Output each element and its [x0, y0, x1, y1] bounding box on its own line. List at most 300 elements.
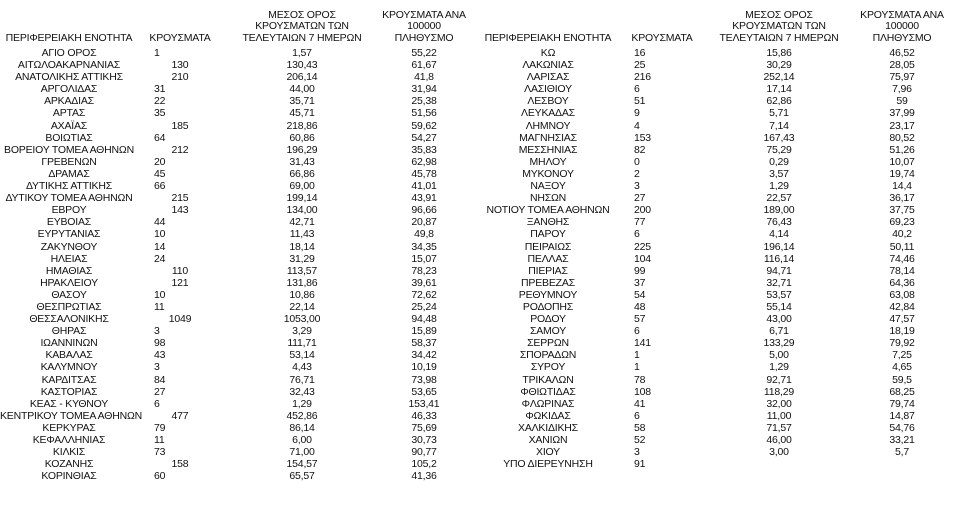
avg7-cell: 15,86 [766, 47, 792, 59]
region-cell: ΛΑΣΙΘΙΟΥ [524, 83, 572, 96]
region-cell: ΚΟΖΑΝΗΣ [44, 458, 94, 471]
avg7-cell: 4,14 [769, 228, 789, 241]
avg7-cell: 6,00 [292, 434, 312, 446]
avg7-cell: 5,00 [769, 349, 789, 362]
cases-cell: 22 [154, 95, 166, 108]
per100k-cell: 46,52 [889, 47, 915, 59]
per100k-cell: 153,41 [408, 397, 440, 410]
region-cell: ΞΑΝΘΗΣ [526, 216, 570, 229]
table-row [0, 398, 482, 410]
region-cell: ΘΑΣΟΥ [51, 288, 87, 301]
per100k-cell: 80,52 [889, 131, 915, 144]
avg7-cell: 22,57 [766, 192, 792, 205]
avg7-cell: 11,43 [289, 228, 315, 241]
region-cell: ΘΕΣΣΑΛΟΝΙΚΗΣ [29, 313, 109, 326]
cases-cell: 73 [154, 446, 166, 459]
region-cell: ΝΑΞΟΥ [530, 180, 566, 193]
cases-cell: 6 [154, 397, 160, 410]
avg7-cell: 18,14 [289, 240, 315, 253]
table-row [0, 265, 482, 277]
table-row [0, 59, 482, 71]
table-row [0, 156, 482, 168]
region-cell: ΔΡΑΜΑΣ [48, 167, 90, 180]
cases-cell: 51 [634, 95, 646, 108]
table-row [0, 422, 482, 434]
region-cell: ΚΩ [540, 47, 556, 59]
table-row [482, 120, 960, 132]
header-per100k-line1: ΚΡΟΥΣΜΑΤΑ ΑΝΑ 100000 [860, 8, 944, 32]
region-cell: ΣΥΡΟΥ [530, 361, 566, 374]
region-cell: ΚΑΛΥΜΝΟΥ [40, 361, 98, 374]
table-row [482, 361, 960, 373]
per100k-cell: 90,77 [411, 446, 437, 459]
table-row [482, 204, 960, 216]
cases-cell: 27 [634, 192, 646, 205]
table-row [482, 216, 960, 228]
per100k-cell: 43,91 [411, 192, 437, 205]
per100k-cell: 55,22 [411, 47, 437, 59]
region-cell: ΚΑΡΔΙΤΣΑΣ [41, 373, 97, 386]
header-per100k [366, 10, 482, 45]
cases-cell: 3 [634, 446, 640, 459]
avg7-cell: 1,29 [292, 397, 312, 410]
avg7-cell: 134,00 [286, 204, 318, 217]
region-cell: ΘΕΣΠΡΩΤΙΑΣ [36, 300, 102, 313]
table-row [482, 107, 960, 119]
table-row [0, 470, 482, 482]
region-cell: ΠΡΕΒΕΖΑΣ [521, 276, 575, 289]
table-row [482, 374, 960, 386]
cases-cell: 4 [634, 119, 640, 132]
cases-cell: 130 [171, 59, 189, 72]
cases-cell: 153 [634, 131, 651, 144]
per100k-cell: 78,23 [411, 264, 437, 277]
region-cell: ΗΛΕΙΑΣ [50, 252, 88, 265]
per100k-cell: 49,8 [414, 228, 434, 241]
cases-cell: 216 [634, 71, 651, 84]
region-cell: ΗΜΑΘΙΑΣ [45, 264, 93, 277]
header-region: ΠΕΡΙΦΕΡΕΙΑΚΗ ΕΝΟΤΗΤΑ [5, 31, 133, 44]
table-row [0, 83, 482, 95]
per100k-cell: 4,65 [892, 361, 912, 374]
cases-cell: 43 [154, 349, 166, 362]
per100k-cell: 79,74 [889, 397, 915, 410]
region-cell: ΚΟΡΙΝΘΙΑΣ [41, 470, 97, 483]
region-cell: ΚΕΝΤΡΙΚΟΥ ΤΟΜΕΑ ΑΘΗΝΩΝ [0, 409, 143, 422]
avg7-cell: 206,14 [286, 71, 318, 84]
region-cell: ΥΠΟ ΔΙΕΡΕΥΝΗΣΗ [503, 458, 593, 471]
table-row [0, 144, 482, 156]
table-row [0, 277, 482, 289]
avg7-cell: 30,29 [766, 59, 792, 72]
cases-cell: 185 [171, 119, 189, 132]
per100k-cell: 64,36 [889, 276, 915, 289]
cases-cell: 1 [634, 349, 640, 362]
per100k-cell: 54,27 [411, 131, 437, 144]
avg7-cell: 111,71 [287, 337, 317, 350]
header-avg7-line3: ΤΕΛΕΥΤΑΙΩΝ 7 ΗΜΕΡΩΝ [719, 31, 839, 44]
region-cell: ΚΕΑΣ - ΚΥΘΝΟΥ [29, 397, 109, 410]
right-table [482, 0, 960, 517]
per100k-cell: 23,17 [889, 119, 915, 132]
cases-cell: 0 [634, 155, 640, 168]
table-row [482, 168, 960, 180]
region-cell: ΣΑΜΟΥ [529, 325, 567, 338]
avg7-cell: 44,00 [289, 83, 315, 96]
table-row [482, 144, 960, 156]
region-cell: ΒΟΙΩΤΙΑΣ [45, 131, 93, 144]
table-row [0, 168, 482, 180]
table-row [482, 313, 960, 325]
cases-cell: 104 [634, 252, 651, 265]
per100k-cell: 58,37 [411, 337, 437, 350]
table-row [0, 349, 482, 361]
table-row [0, 95, 482, 107]
region-cell: ΧΑΛΚΙΔΙΚΗΣ [518, 421, 578, 434]
region-cell: ΜΥΚΟΝΟΥ [522, 167, 574, 180]
per100k-cell: 75,97 [889, 71, 915, 84]
per100k-cell: 75,69 [411, 421, 437, 434]
region-cell: ΜΗΛΟΥ [529, 155, 567, 168]
per100k-cell: 94,48 [411, 313, 437, 326]
avg7-cell: 10,86 [289, 288, 315, 301]
region-cell: ΛΑΡΙΣΑΣ [526, 71, 570, 84]
per100k-cell: 41,01 [411, 180, 437, 193]
table-row [0, 47, 482, 59]
region-cell: ΛΗΜΝΟΥ [525, 119, 571, 132]
table-row [0, 241, 482, 253]
region-cell: ΠΑΡΟΥ [530, 228, 566, 241]
avg7-cell: 69,00 [289, 180, 315, 193]
table-row [0, 228, 482, 240]
region-cell: ΚΑΣΤΟΡΙΑΣ [40, 385, 98, 398]
cases-cell: 82 [634, 143, 646, 156]
per100k-cell: 59,5 [892, 373, 912, 386]
per100k-cell: 61,67 [411, 59, 437, 72]
region-cell: ΧΑΝΙΩΝ [528, 434, 568, 446]
table-row [482, 301, 960, 313]
table-row [0, 180, 482, 192]
region-cell: ΑΡΓΟΛΙΔΑΣ [40, 83, 98, 96]
region-cell: ΛΑΚΩΝΙΑΣ [522, 59, 574, 72]
cases-cell: 11 [154, 434, 165, 446]
per100k-cell: 41,8 [414, 71, 434, 84]
per100k-cell: 25,24 [411, 300, 437, 313]
region-cell: ΣΕΡΡΩΝ [527, 337, 569, 350]
table-row [0, 446, 482, 458]
per100k-cell: 72,62 [411, 288, 437, 301]
header-per100k-line1: ΚΡΟΥΣΜΑΤΑ ΑΝΑ 100000 [382, 8, 466, 32]
per100k-cell: 15,89 [411, 325, 437, 338]
table-row [482, 59, 960, 71]
cases-cell: 14 [154, 240, 166, 253]
avg7-cell: 42,71 [289, 216, 315, 229]
per100k-cell: 59,62 [411, 119, 437, 132]
cases-cell: 210 [171, 71, 189, 84]
avg7-cell: 199,14 [286, 192, 318, 205]
cases-cell: 6 [634, 325, 640, 338]
per100k-cell: 54,76 [889, 421, 915, 434]
cases-cell: 52 [634, 434, 646, 446]
cases-cell: 9 [634, 107, 640, 120]
avg7-cell: 32,71 [766, 276, 792, 289]
table-row [0, 361, 482, 373]
cases-cell: 78 [634, 373, 646, 386]
avg7-cell: 6,71 [769, 325, 789, 338]
cases-cell: 58 [634, 421, 646, 434]
right-header-row [482, 0, 960, 47]
region-cell: ΡΟΔΟΥ [530, 313, 566, 326]
per100k-cell: 7,25 [892, 349, 912, 362]
region-cell: ΡΕΘΥΜΝΟΥ [518, 288, 578, 301]
region-cell: ΛΕΥΚΑΔΑΣ [521, 107, 575, 120]
per100k-cell: 51,26 [889, 143, 915, 156]
cases-cell: 48 [634, 300, 646, 313]
cases-cell: 25 [634, 59, 646, 72]
region-cell: ΝΗΣΩΝ [529, 192, 567, 205]
avg7-cell: 32,00 [766, 397, 792, 410]
table-row [0, 374, 482, 386]
table-row [482, 83, 960, 95]
cases-cell: 10 [154, 228, 166, 241]
per100k-cell: 59 [896, 95, 908, 108]
region-cell: ΓΡΕΒΕΝΩΝ [41, 155, 97, 168]
header-avg7 [238, 10, 366, 45]
avg7-cell: 252,14 [763, 71, 795, 84]
avg7-cell: 131,86 [286, 276, 318, 289]
per100k-cell: 73,98 [411, 373, 437, 386]
table-row [482, 265, 960, 277]
table-row [0, 325, 482, 337]
cases-cell: 215 [171, 192, 189, 205]
per100k-cell: 19,74 [889, 167, 915, 180]
avg7-cell: 113,57 [286, 264, 318, 277]
cases-cell: 6 [634, 409, 640, 422]
cases-cell: 6 [634, 83, 640, 96]
table-row [0, 313, 482, 325]
region-cell: ΝΟΤΙΟΥ ΤΟΜΕΑ ΑΘΗΝΩΝ [486, 204, 610, 217]
table-row [482, 228, 960, 240]
region-cell: ΑΡΤΑΣ [52, 107, 86, 120]
per100k-cell: 37,99 [889, 107, 915, 120]
per100k-cell: 18,19 [889, 325, 915, 338]
cases-cell: 121 [171, 276, 189, 289]
avg7-cell: 1,29 [769, 361, 789, 374]
table-row [482, 47, 960, 59]
per100k-cell: 36,17 [889, 192, 915, 205]
table-row [482, 180, 960, 192]
header-avg7-line2: ΚΡΟΥΣΜΑΤΩΝ ΤΩΝ [732, 20, 826, 32]
per100k-cell: 47,57 [889, 313, 915, 326]
avg7-cell: 133,29 [763, 337, 795, 350]
header-per100k [844, 10, 960, 45]
cases-cell: 143 [171, 204, 189, 217]
left-header-row [0, 0, 482, 47]
table-row [482, 253, 960, 265]
cases-cell: 27 [154, 385, 166, 398]
per100k-cell: 34,35 [411, 240, 437, 253]
cases-cell: 158 [171, 458, 189, 471]
avg7-cell: 189,00 [763, 204, 795, 217]
table-row [0, 216, 482, 228]
region-cell: ΑΙΤΩΛΟΑΚΑΡΝΑΝΙΑΣ [17, 59, 121, 72]
region-cell: ΔΥΤΙΚΗΣ ΑΤΤΙΚΗΣ [25, 180, 113, 193]
cases-cell: 225 [634, 240, 651, 253]
per100k-cell: 35,83 [411, 143, 437, 156]
avg7-cell: 92,71 [766, 373, 792, 386]
avg7-cell: 45,71 [289, 107, 315, 120]
per100k-cell: 50,11 [889, 240, 915, 253]
region-cell: ΜΕΣΣΗΝΙΑΣ [518, 143, 578, 156]
cases-cell: 1 [154, 47, 160, 59]
region-cell: ΘΗΡΑΣ [51, 325, 87, 338]
avg7-cell: 22,14 [289, 300, 315, 313]
table-row [482, 398, 960, 410]
table-row [0, 253, 482, 265]
cases-cell: 110 [171, 264, 189, 277]
cases-cell: 3 [154, 361, 160, 374]
cases-cell: 84 [154, 373, 166, 386]
table-row [0, 71, 482, 83]
avg7-cell: 32,43 [289, 385, 315, 398]
table-row [482, 458, 960, 470]
table-row [0, 204, 482, 216]
region-cell: ΚΕΡΚΥΡΑΣ [42, 421, 96, 434]
table-row [482, 422, 960, 434]
region-cell: ΗΡΑΚΛΕΙΟΥ [40, 276, 98, 289]
region-cell: ΦΛΩΡΙΝΑΣ [521, 397, 575, 410]
avg7-cell: 7,14 [769, 119, 789, 132]
cases-cell: 54 [634, 288, 646, 301]
header-avg7-line2: ΚΡΟΥΣΜΑΤΩΝ ΤΩΝ [255, 20, 349, 32]
avg7-cell: 196,14 [763, 240, 795, 253]
per100k-cell: 45,78 [411, 167, 437, 180]
table-row [0, 301, 482, 313]
region-cell: ΑΓΙΟ ΟΡΟΣ [41, 47, 97, 59]
region-cell: ΣΠΟΡΑΔΩΝ [519, 349, 577, 362]
avg7-cell: 60,86 [289, 131, 315, 144]
cases-cell: 1 [634, 361, 640, 374]
cases-cell: 41 [634, 397, 646, 410]
per100k-cell: 5,7 [895, 446, 909, 459]
avg7-cell: 35,71 [289, 95, 315, 108]
cases-cell: 66 [154, 180, 166, 193]
table-row [482, 156, 960, 168]
cases-cell: 2 [634, 167, 640, 180]
region-cell: ΦΩΚΙΔΑΣ [525, 409, 571, 422]
avg7-cell: 62,86 [766, 95, 792, 108]
header-avg7-line3: ΤΕΛΕΥΤΑΙΩΝ 7 ΗΜΕΡΩΝ [242, 31, 362, 44]
table-row [482, 349, 960, 361]
per100k-cell: 40,2 [892, 228, 912, 241]
per100k-cell: 14,4 [892, 180, 912, 193]
cases-cell: 108 [634, 385, 651, 398]
cases-cell: 79 [154, 421, 166, 434]
region-cell: ΒΟΡΕΙΟΥ ΤΟΜΕΑ ΑΘΗΝΩΝ [4, 143, 134, 156]
region-cell: ΠΕΙΡΑΙΩΣ [524, 240, 572, 253]
table-row [482, 132, 960, 144]
cases-cell: 64 [154, 131, 166, 144]
cases-cell: 60 [154, 470, 166, 483]
per100k-cell: 25,38 [411, 95, 437, 108]
table-row [482, 386, 960, 398]
table-row [0, 289, 482, 301]
per100k-cell: 46,33 [411, 409, 437, 422]
cases-cell: 20 [154, 155, 166, 168]
cases-cell: 200 [634, 204, 651, 217]
avg7-cell: 11,00 [766, 409, 792, 422]
avg7-cell: 53,14 [289, 349, 315, 362]
per100k-cell: 41,36 [411, 470, 437, 483]
right-rows [482, 47, 960, 470]
per100k-cell: 15,07 [411, 252, 437, 265]
avg7-cell: 66,86 [289, 167, 315, 180]
region-cell: ΑΝΑΤΟΛΙΚΗΣ ΑΤΤΙΚΗΣ [15, 71, 123, 84]
per100k-cell: 53,65 [411, 385, 437, 398]
header-per100k-line2: ΠΛΗΘΥΣΜΟ [872, 31, 932, 44]
per100k-cell: 39,61 [411, 276, 437, 289]
table-row [482, 192, 960, 204]
per100k-cell: 96,66 [411, 204, 437, 217]
per100k-cell: 31,94 [411, 83, 437, 96]
per100k-cell: 42,84 [889, 300, 915, 313]
avg7-cell: 1,57 [292, 47, 312, 59]
per100k-cell: 14,87 [889, 409, 915, 422]
cases-cell: 10 [154, 288, 166, 301]
cases-cell: 141 [634, 337, 651, 350]
cases-cell: 31 [154, 83, 166, 96]
table-row [0, 410, 482, 422]
region-cell: ΡΟΔΟΠΗΣ [522, 300, 574, 313]
cases-cell: 1049 [168, 313, 192, 326]
avg7-cell: 71,57 [766, 421, 792, 434]
per100k-cell: 79,92 [889, 337, 915, 350]
table-row [482, 241, 960, 253]
table-row [482, 446, 960, 458]
region-cell: ΠΕΛΛΑΣ [527, 252, 569, 265]
cases-cell: 3 [154, 325, 160, 338]
region-cell: ΚΙΛΚΙΣ [52, 446, 86, 459]
table-row [0, 434, 482, 446]
header-avg7-line1: ΜΕΣΟΣ ΟΡΟΣ [745, 8, 813, 21]
cases-cell: 91 [634, 458, 646, 471]
header-avg7-line1: ΜΕΣΟΣ ΟΡΟΣ [268, 8, 336, 21]
header-cases: ΚΡΟΥΣΜΑΤΑ [631, 31, 693, 44]
cases-cell: 98 [154, 337, 166, 350]
per100k-cell: 51,56 [411, 107, 437, 120]
avg7-cell: 452,86 [286, 409, 318, 422]
per100k-cell: 63,08 [889, 288, 915, 301]
header-per100k-line2: ΠΛΗΘΥΣΜΟ [394, 31, 454, 44]
table-row [0, 107, 482, 119]
table-row [482, 289, 960, 301]
per100k-cell: 34,42 [411, 349, 437, 362]
avg7-cell: 76,43 [766, 216, 792, 229]
avg7-cell: 4,43 [292, 361, 312, 374]
per100k-cell: 33,21 [889, 434, 915, 446]
table-row [482, 434, 960, 446]
avg7-cell: 17,14 [766, 83, 792, 96]
header-region: ΠΕΡΙΦΕΡΕΙΑΚΗ ΕΝΟΤΗΤΑ [484, 31, 612, 44]
cases-cell: 37 [634, 276, 646, 289]
region-cell: ΑΡΚΑΔΙΑΣ [44, 95, 94, 108]
region-cell: ΧΙΟΥ [536, 446, 560, 459]
table-row [0, 120, 482, 132]
table-row [482, 337, 960, 349]
cases-cell: 477 [171, 409, 189, 422]
avg7-cell: 196,29 [286, 143, 318, 156]
region-cell: ΛΕΣΒΟΥ [527, 95, 569, 108]
